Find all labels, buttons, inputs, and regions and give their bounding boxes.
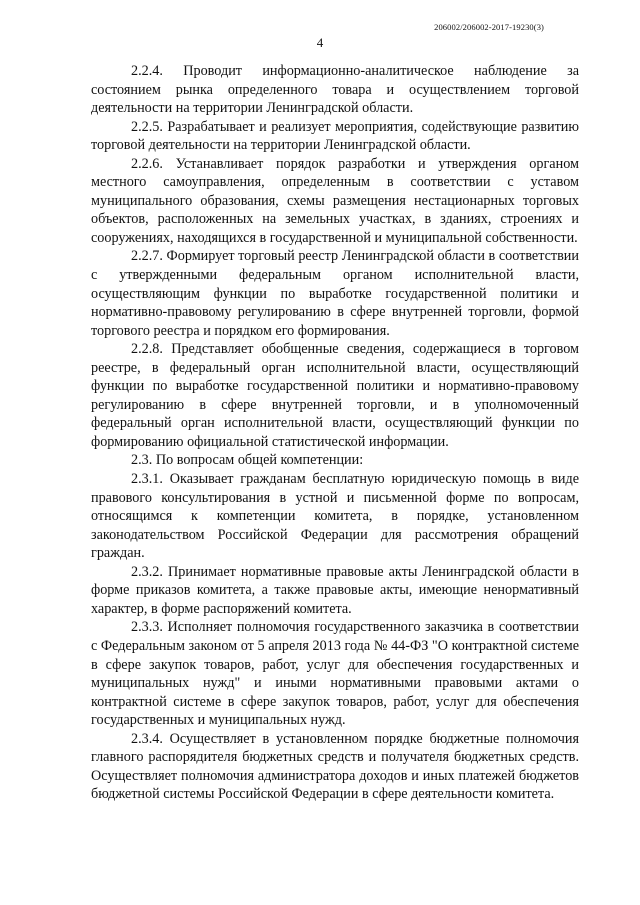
paragraph-2-2-5: 2.2.5. Разрабатывает и реализует мероприятия, содействующие развитию торговой деятельности на территории Ленинградской области. (91, 118, 579, 154)
document-body (91, 62, 579, 804)
page-number: 4 (316, 35, 324, 50)
paragraph-2-3-4: 2.3.4. Осуществляет в установленном порядке бюджетные полномочия главного распорядителя бюджетных средств и получателя бюджетных средств. Осуществляет полномочия администратора доходов и иных платежей бюджетов бюджетной системы Российской Федерации в сфере деятельности комитета. (91, 730, 579, 803)
paragraph-2-2-7: 2.2.7. Формирует торговый реестр Ленинградской области в соответствии с утвержденными федеральным органом исполнительной власти, осуществляющим функции по выработке государственной политики и нормативно-правовому регулированию в сфере внутренней торговли, формой торгового реестра и порядком его формирования. (91, 248, 579, 339)
paragraph-2-2-8: 2.2.8. Представляет обобщенные сведения, содержащиеся в торговом реестре, в федеральный орган исполнительной власти, осуществляющий функции по выработке государственной политики и нормативно-правовому регулированию в сфере внутренней торговли, и в уполномоченный федеральный орган исполнительной власти, осуществляющий функции по формированию официальной статистической информации. (91, 341, 579, 450)
paragraph-2-2-6: 2.2.6. Устанавливает порядок разработки и утверждения органом местного самоуправления, определенным в соответствии с уставом муниципального образования, схемы размещения нестационарных торговых объектов, расположенных на земельных участках, в зданиях, строениях и сооружениях, находящихся в государственной и муниципальной собственности. (91, 155, 579, 246)
paragraph-2-3-1: 2.3.1. Оказывает гражданам бесплатную юридическую помощь в виде правового консультирования в устной и письменной форме по вопросам, относящимся к компетенции комитета, в порядке, установленном законодательством Российской Федерации для рассмотрения обращений граждан. (91, 471, 579, 562)
section-heading-2-3: 2.3. По вопросам общей компетенции: (131, 452, 364, 469)
document-registration-number: 206002/206002-2017-19230(3) (434, 22, 544, 32)
paragraph-2-3-3: 2.3.3. Исполняет полномочия государственного заказчика в соответствии с Федеральным законом от 5 апреля 2013 года № 44-ФЗ "О контрактной системе в сфере закупок товаров, работ, услуг для обеспечения государственных и муниципальных нужд" и иными нормативными правовыми актами о контрактной системе в сфере закупок товаров, работ, услуг для обеспечения государственных и муниципальных нужд. (91, 619, 579, 729)
paragraph-2-3-2: 2.3.2. Принимает нормативные правовые акты Ленинградской области в форме приказов комитета, а также правовые акты, имеющие ненормативный характер, в форме распоряжений комитета. (91, 563, 579, 617)
paragraph-2-2-4: 2.2.4. Проводит информационно-аналитическое наблюдение за состоянием рынка определенного товара и осуществлением торговой деятельности на территории Ленинградской области. (91, 63, 579, 117)
